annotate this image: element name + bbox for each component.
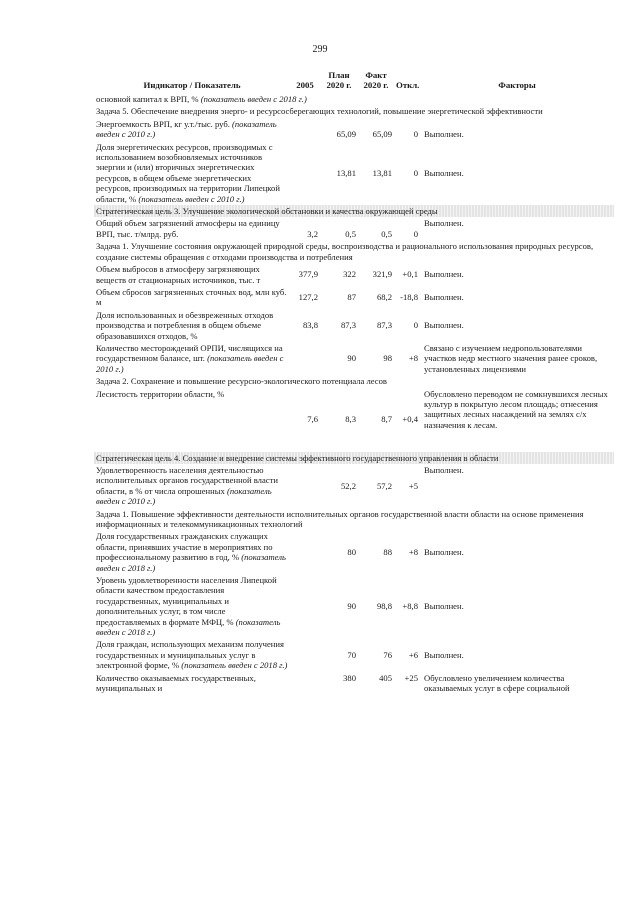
value-deviation: +8 — [408, 547, 418, 558]
table-row — [94, 530, 614, 574]
value-deviation: +5 — [408, 480, 418, 491]
goal-heading — [94, 205, 614, 217]
indicator-text: Общий объем загрязнений атмосферы на единицу ВРП, тыс. т/млрд. руб. — [96, 218, 280, 239]
value-deviation: 0 — [413, 320, 418, 331]
table-row — [94, 217, 614, 240]
value-plan: 65,09 — [336, 129, 356, 140]
header-plan: План 2020 г. — [326, 70, 352, 90]
value-2005 — [290, 141, 320, 205]
value-fact: 87,3 — [376, 320, 392, 331]
value-2005: 83,8 — [302, 320, 318, 331]
task-heading — [94, 105, 614, 117]
factor-text: Обусловлено увеличением количества оказываемых услуг в сфере социальной — [424, 672, 570, 694]
factor-text: Выполнен. — [424, 167, 464, 178]
factor-text: Выполнен. — [424, 292, 464, 303]
value-fact: 98,8 — [376, 601, 392, 612]
indicator-text: Объем сбросов загрязненных сточных вод, млн куб. м — [96, 286, 287, 308]
indicator-continuation: основной капитал к ВРП, % (показатель введен с 2018 г.) — [96, 94, 307, 104]
value-fact: 405 — [379, 672, 392, 683]
value-fact: 8,7 — [381, 414, 392, 425]
value-plan: 87,3 — [340, 320, 356, 331]
value-plan: 70 — [347, 649, 356, 660]
indicator-text: Уровень удовлетворенности населения Липецкой области качеством предоставления государственных, муниципальных и дополнительных услуг, в том числе предоставляемых в формате МФЦ, % (показатель введен с 2018 г.) — [96, 575, 281, 638]
table-row — [94, 388, 614, 452]
table-row — [94, 118, 614, 141]
task-5: Задача 5. Обеспечение внедрения энерго- и ресурсосберегающих технологий, повышение энергетической эффективности — [96, 106, 543, 117]
factor-text: Выполнен. — [424, 218, 464, 229]
indicator-text: Лесистость территории области, % — [96, 388, 225, 399]
value-plan: 322 — [343, 269, 356, 280]
value-fact: 76 — [383, 649, 392, 660]
value-2005: 377,9 — [298, 269, 318, 280]
value-plan: 52,2 — [340, 480, 356, 491]
header-fact: Факт 2020 г. — [363, 70, 389, 90]
value-deviation: +6 — [408, 649, 418, 660]
factor-text: Выполнен. — [424, 464, 464, 475]
value-plan: 90 — [347, 601, 356, 612]
value-2005: 127,2 — [298, 292, 318, 303]
indicator-text: Доля граждан, использующих механизм получения государственных и муниципальных услуг в электронной форме, % (показатель введен с 2018 г.) — [96, 639, 288, 671]
task-1-goal-3: Задача 1. Улучшение состояния окружающей природной среды, воспроизводства и рационального использования природных ресурсов, создание системы обращения с отходами производства и потребления — [96, 241, 594, 262]
indicator-text: Количество месторождений ОРПИ, числящихся на государственном балансе, шт. (показатель введен с 2010 г.) — [96, 342, 284, 374]
factor-text: Связано с изучением недропользователями участков недр местного значения ранее сроков, установленных лицензиями — [424, 342, 598, 374]
value-plan: 80 — [347, 547, 356, 558]
value-deviation: +25 — [404, 672, 418, 683]
value-2005 — [290, 672, 320, 695]
indicator-text: Доля энергетических ресурсов, производимых с использованием возобновляемых источников энергии и (или) вторичных энергетических ресурсов, в общем объеме энергетических ресурсов, производимых на территории Липецкой области, % (показатель введен с 2010 г.) — [96, 141, 280, 204]
value-2005 — [290, 530, 320, 574]
factor-text: Обусловлено переводом не сомкнувшихся лесных культур в покрытую лесом площадь; отнесения защитных лесных насаждений на землях с/х назначения к лесам. — [424, 388, 608, 430]
factor-text: Выполнен. — [424, 649, 464, 660]
value-deviation: 0 — [413, 228, 418, 239]
value-2005 — [290, 638, 320, 671]
value-plan: 90 — [347, 353, 356, 364]
task-heading — [94, 508, 614, 531]
header-2005: 2005 — [296, 80, 314, 90]
factor-text: Выполнен. — [424, 601, 464, 612]
value-fact: 13,81 — [372, 167, 392, 178]
value-deviation: 0 — [413, 167, 418, 178]
task-1-goal-4: Задача 1. Повышение эффективности деятельности исполнительных органов государственной власти области на основе применения информационных и телекоммуникационных технологий — [96, 508, 584, 529]
table-row — [94, 93, 614, 105]
value-2005: 3,2 — [307, 228, 318, 239]
value-deviation: +0,1 — [402, 269, 418, 280]
table-row — [94, 141, 614, 205]
value-deviation: +0,4 — [402, 414, 418, 425]
indicator-text: Количество оказываемых государственных, муниципальных и — [96, 672, 256, 694]
value-deviation: 0 — [413, 129, 418, 140]
value-2005 — [290, 464, 320, 508]
table-row — [94, 263, 614, 286]
value-2005 — [290, 574, 320, 638]
indicator-text: Энергоемкость ВРП, кг у.т./тыс. руб. (показатель введен с 2010 г.) — [96, 118, 277, 140]
value-plan: 87 — [347, 292, 356, 303]
table-row — [94, 638, 614, 671]
value-2005: 7,6 — [307, 414, 318, 425]
header-factors: Факторы — [498, 80, 536, 90]
value-fact: 88 — [383, 547, 392, 558]
indicators-table — [94, 70, 614, 695]
value-2005 — [290, 118, 320, 141]
value-plan: 0,5 — [345, 228, 356, 239]
value-plan: 13,81 — [336, 167, 356, 178]
table-row — [94, 464, 614, 508]
indicator-text: Доля использованных и обезвреженных отходов производства и потребления в общем объеме образовавшихся отходов, % — [96, 309, 274, 341]
value-fact: 57,2 — [376, 480, 392, 491]
indicator-text: Доля государственных гражданских служащих области, принявших участие в мероприятиях по профессиональному развитию в год, % (показатель введен с 2018 г.) — [96, 531, 286, 573]
value-deviation: +8 — [408, 353, 418, 364]
value-deviation: -18,8 — [400, 292, 418, 303]
table-header — [94, 70, 614, 93]
value-fact: 0,5 — [381, 228, 392, 239]
task-heading — [94, 375, 614, 387]
table-row — [94, 342, 614, 375]
value-fact: 65,09 — [372, 129, 392, 140]
goal-heading — [94, 452, 614, 464]
factor-text: Выполнен. — [424, 547, 464, 558]
table-row — [94, 309, 614, 342]
value-2005 — [290, 342, 320, 375]
header-deviation: Откл. — [396, 80, 420, 90]
factor-text: Выполнен. — [424, 269, 464, 280]
indicator-text: Удовлетворенность населения деятельностью исполнительных органов государственной власти области, в % от числа опрошенных (показатель введен с 2010 г.) — [96, 464, 278, 507]
header-indicator: Индикатор / Показатель — [143, 80, 241, 90]
value-fact: 321,9 — [372, 269, 392, 280]
goal-3: Стратегическая цель 3. Улучшение экологической обстановки и качества окружающей среды — [94, 205, 614, 217]
table-row — [94, 286, 614, 309]
table-row — [94, 672, 614, 695]
value-deviation: +8,8 — [402, 601, 418, 612]
table-row — [94, 574, 614, 638]
value-plan: 8,3 — [345, 414, 356, 425]
task-2-goal-3: Задача 2. Сохранение и повышение ресурсно-экологического потенциала лесов — [96, 376, 387, 387]
task-heading — [94, 240, 614, 263]
page-number: 299 — [312, 44, 328, 55]
factor-text: Выполнен. — [424, 129, 464, 140]
goal-4: Стратегическая цель 4. Создание и внедрение системы эффективного государственного управления в области — [94, 452, 614, 464]
value-plan: 380 — [343, 672, 356, 683]
factor-text: Выполнен. — [424, 320, 464, 331]
value-fact: 98 — [383, 353, 392, 364]
value-fact: 68,2 — [376, 292, 392, 303]
indicator-text: Объем выбросов в атмосферу загрязняющих веществ от стационарных источников, тыс. т — [96, 264, 261, 285]
